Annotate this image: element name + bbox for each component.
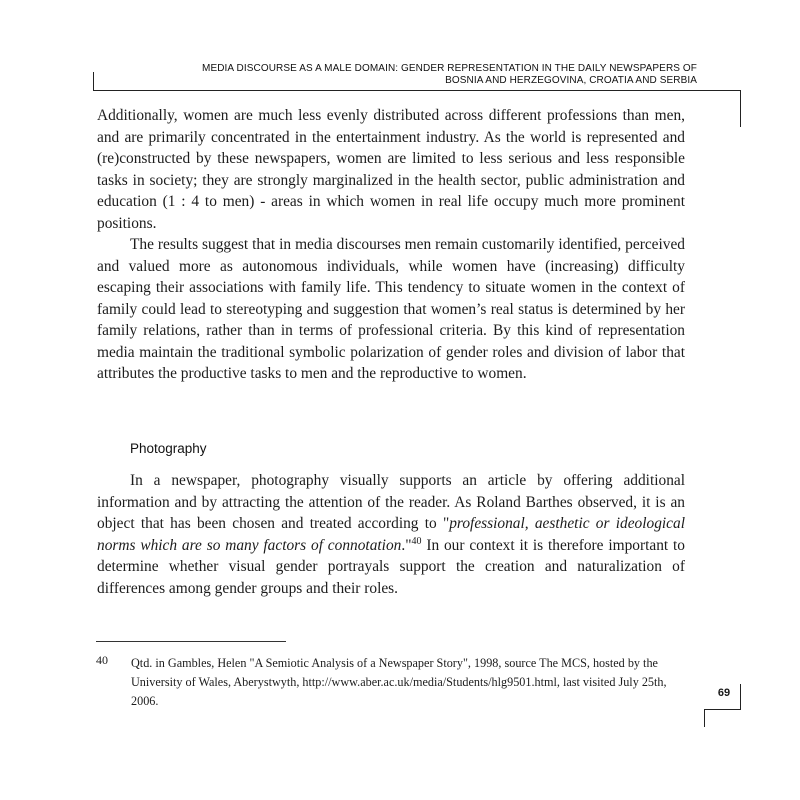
running-header <box>130 63 697 86</box>
paragraph-3 <box>97 470 685 599</box>
photography-section-text <box>97 470 685 599</box>
section-heading: Photography <box>130 441 207 456</box>
paragraph-3-start: In a newspaper, photography visually supports an article by offering additional information and by attracting the attention of the reader. As Roland Barthes observed, it is an object that has been chosen and treated according to " <box>97 472 685 532</box>
page-corner-vertical-right <box>740 684 741 710</box>
footnote <box>96 654 688 711</box>
paragraph-3-end: In our context it is therefore important to determine whether visual gender portrayals support the creation and naturalization of differences among gender groups and their roles. <box>97 536 685 597</box>
footnote-separator <box>96 641 286 642</box>
page-corner-vertical-left <box>704 709 705 727</box>
running-header-line-2: BOSNIA AND HERZEGOVINA, CROATIA AND SERBIA <box>445 74 697 86</box>
barthes-quote: professional, aesthetic or ideological norms which are so many factors of connotation <box>97 515 685 554</box>
paragraph-1: Additionally, women are much less evenly distributed across different professions than men, and are primarily concentrated in the entertainment industry. As the world is represented and (re)constructed by these newspapers, women are limited to less serious and less responsible tasks in society; they are strongly marginalized in the health sector, public administration and education (1 : 4 to men) - areas in which women in real life occupy much more prominent positions. <box>97 107 685 232</box>
header-corner-left <box>93 72 94 91</box>
page-number: 69 <box>717 687 731 699</box>
body-text <box>97 105 685 385</box>
page-corner-rule <box>704 709 741 710</box>
footnote-reference: 40 <box>411 535 422 547</box>
running-header-line-1: MEDIA DISCOURSE AS A MALE DOMAIN: GENDER REPRESENTATION IN THE DAILY NEWSPAPERS OF <box>202 63 697 74</box>
header-corner-right <box>740 90 741 127</box>
paragraph-2: The results suggest that in media discourses men remain customarily identified, perceived and valued more as autonomous individuals, while women have (increasing) difficulty escaping their associations with family life. This tendency to situate women in the context of family could lead to stereotyping and suggestion that women’s real status is determined by her family relations, rather than in terms of professional criteria. By this kind of representation media maintain the traditional symbolic polarization of gender roles and division of labor that attributes the productive tasks to men and the reproductive to women. <box>97 236 685 382</box>
quote-close: ." <box>401 536 412 554</box>
footnote-text: Qtd. in Gambles, Helen "A Semiotic Analysis of a Newspaper Story", 1998, source The MCS, hosted by the University of Wales, Aberystwyth, http://www.aber.ac.uk/media/Students/hlg9501.html, last visited July 25th, 2006. <box>131 656 667 708</box>
header-rule <box>93 90 741 91</box>
footnote-number: 40 <box>96 653 108 667</box>
